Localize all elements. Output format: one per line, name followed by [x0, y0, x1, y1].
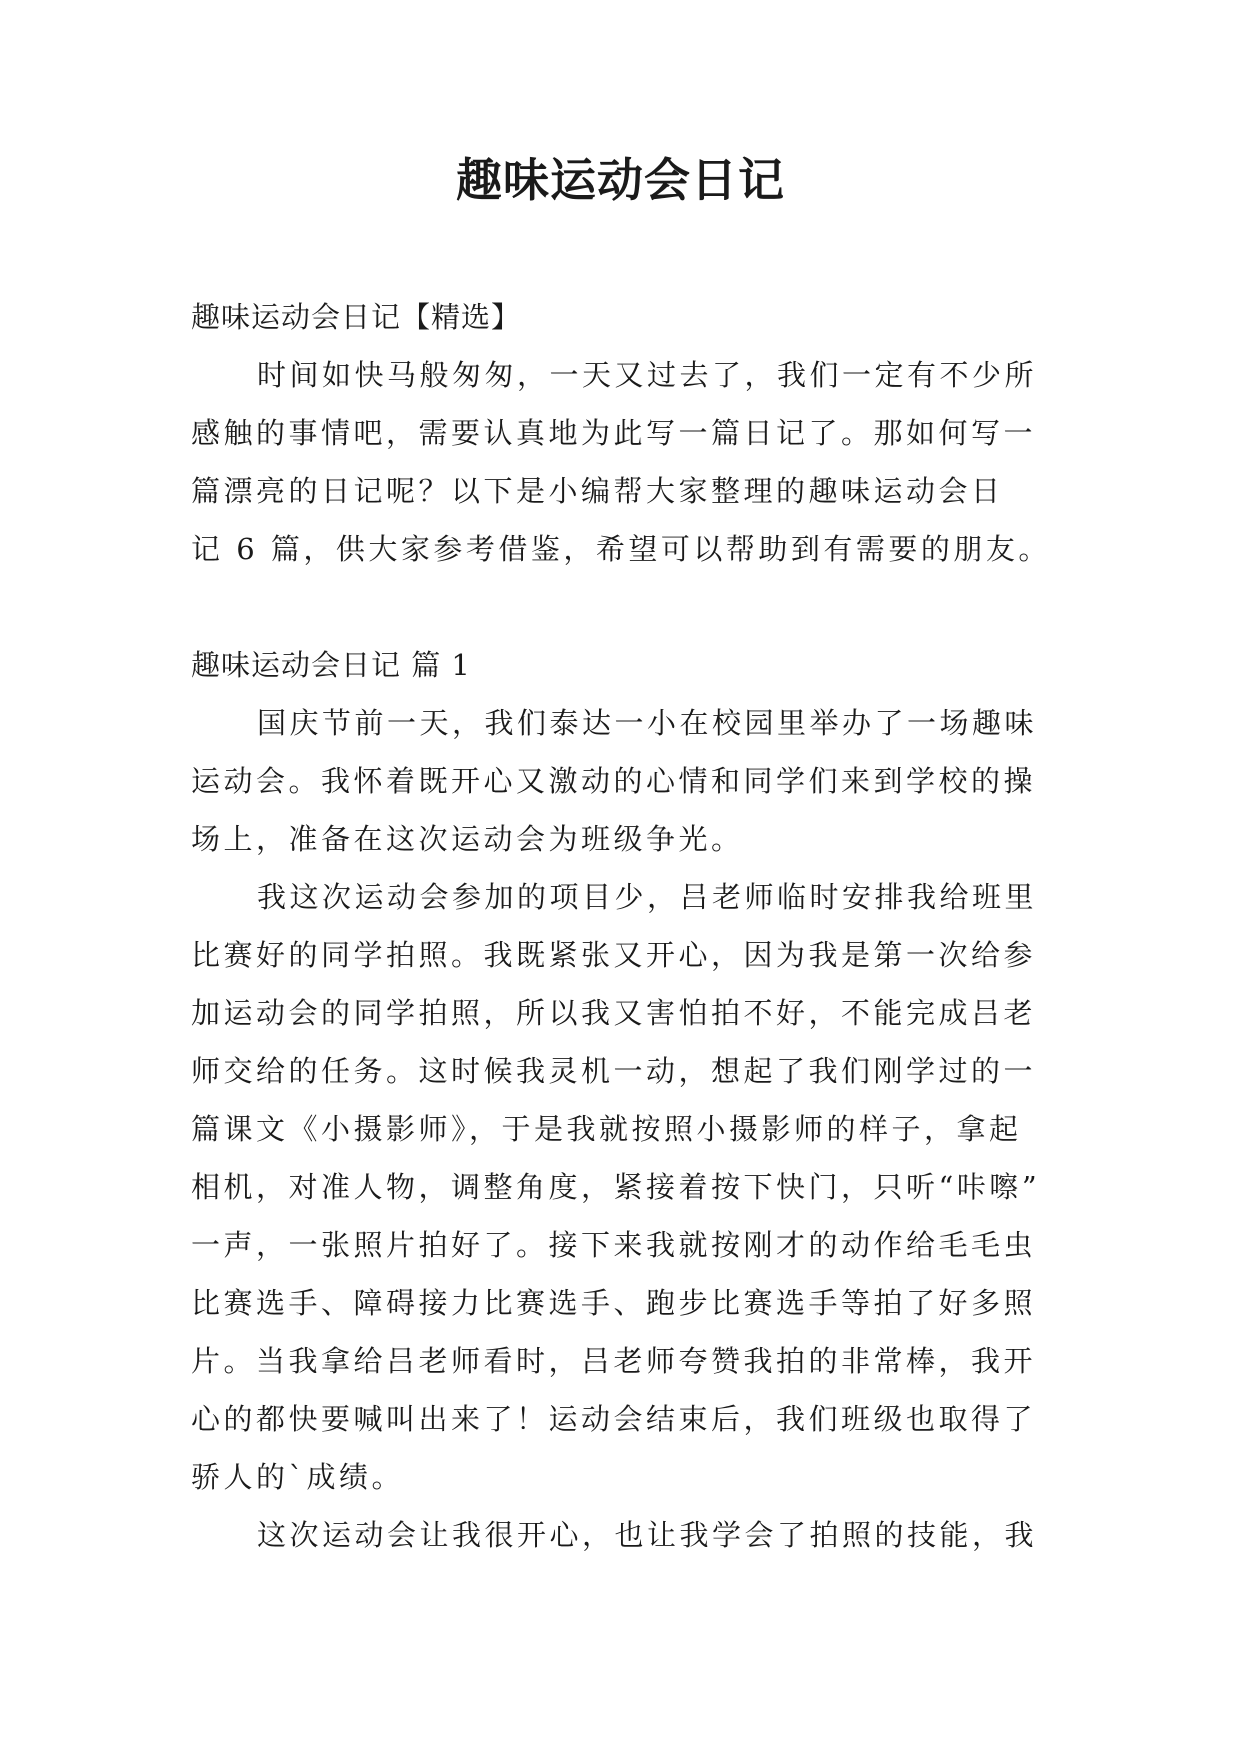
paragraph-line: 心的都快要喊叫出来了！运动会结束后，我们班级也取得了: [191, 1402, 1037, 1436]
paragraph-line: 片。当我拿给吕老师看时，吕老师夸赞我拍的非常棒，我开: [191, 1344, 1037, 1378]
intro-line: 感触的事情吧，需要认真地为此写一篇日记了。那如何写一: [191, 416, 1037, 450]
paragraph-line: 场上，准备在这次运动会为班级争光。: [191, 822, 744, 856]
paragraph-line: 一声，一张照片拍好了。接下来我就按刚才的动作给毛毛虫: [191, 1228, 1037, 1262]
intro-line: 时间如快马般匆匆，一天又过去了，我们一定有不少所: [257, 358, 1038, 392]
paragraph-line: 国庆节前一天，我们泰达一小在校园里举办了一场趣味: [257, 706, 1038, 740]
document-subtitle: 趣味运动会日记【精选】: [191, 300, 522, 334]
paragraph-1: [191, 694, 1051, 868]
paragraph-line: 加运动会的同学拍照，所以我又害怕拍不好，不能完成吕老: [191, 996, 1037, 1030]
intro-line: 记 6 篇，供大家参考借鉴，希望可以帮助到有需要的朋友。: [191, 532, 1051, 566]
paragraph-line: 运动会。我怀着既开心又激动的心情和同学们来到学校的操: [191, 764, 1037, 798]
section-heading: 趣味运动会日记 篇 1: [191, 648, 471, 682]
paragraph-line: 骄人的`成绩。: [191, 1460, 405, 1494]
document-title: 趣味运动会日记: [456, 153, 785, 207]
paragraph-2: [191, 868, 1051, 1506]
intro-line: 篇漂亮的日记呢？以下是小编帮大家整理的趣味运动会日: [191, 474, 1004, 508]
paragraph-line: 这次运动会让我很开心，也让我学会了拍照的技能，我: [257, 1518, 1038, 1552]
paragraph-line: 相机，对准人物，调整角度，紧接着按下快门，只听“咔嚓”: [191, 1170, 1041, 1204]
paragraph-line: 比赛好的同学拍照。我既紧张又开心，因为我是第一次给参: [191, 938, 1037, 972]
paragraph-3: [191, 1506, 1051, 1564]
intro-paragraph: [191, 346, 1051, 578]
document-body: [191, 288, 1051, 1564]
paragraph-line: 比赛选手、障碍接力比赛选手、跑步比赛选手等拍了好多照: [191, 1286, 1037, 1320]
paragraph-gap: [191, 578, 1051, 636]
paragraph-line: 我这次运动会参加的项目少，吕老师临时安排我给班里: [257, 880, 1038, 914]
paragraph-line: 师交给的任务。这时候我灵机一动，想起了我们刚学过的一: [191, 1054, 1037, 1088]
paragraph-line: 篇课文《小摄影师》，于是我就按照小摄影师的样子，拿起: [191, 1112, 1022, 1146]
